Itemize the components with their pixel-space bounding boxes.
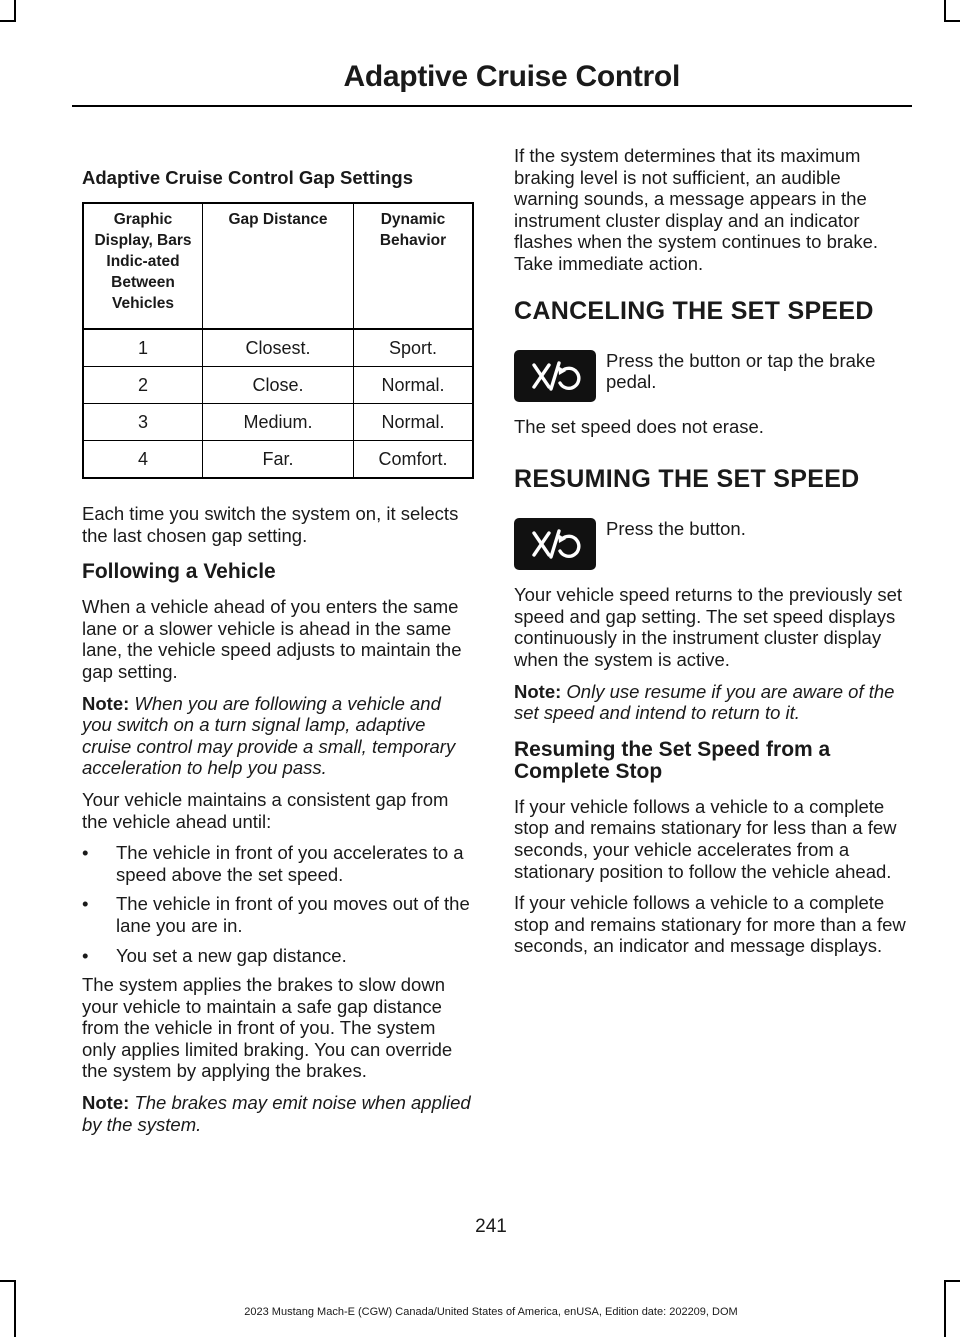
crop-mark [944,1280,960,1282]
table-cell: Medium. [203,404,354,441]
paragraph-stop-more: If your vehicle follows a vehicle to a complete stop and remains stationary for more than a few seconds, an indicator and message displays. [514,892,906,957]
table-cell: Comfort. [354,441,474,479]
crop-mark [14,0,16,22]
left-column [82,145,474,1145]
paragraph-following: When a vehicle ahead of you enters the same lane or a slower vehicle is ahead in the same lane, the vehicle speed adjusts to maintain the gap setting. [82,596,462,682]
cancel-instruction [514,350,908,402]
bullet-symbol: • [82,893,89,915]
list-item-text: The vehicle in front of you moves out of the lane you are in. [116,893,470,936]
crop-mark [0,20,16,22]
resume-instruction [514,518,908,570]
list-item [82,893,474,936]
paragraph-last-gap: Each time you switch the system on, it selects the last chosen gap setting. [82,503,459,546]
table-cell: 4 [83,441,203,479]
right-column [514,145,908,967]
heading-canceling-set-speed: CANCELING THE SET SPEED [514,296,874,325]
note-turn-signal [82,693,474,779]
table-row [83,329,473,367]
table-cell: Sport. [354,329,474,367]
paragraph-maintains-gap: Your vehicle maintains a consistent gap from the vehicle ahead until: [82,788,449,832]
list-item-text: You set a new gap distance. [116,944,347,966]
heading-resuming-set-speed: RESUMING THE SET SPEED [514,465,860,494]
table-row [83,404,473,441]
heading-following-a-vehicle: Following a Vehicle [82,560,276,584]
note-label: Note: [82,692,130,714]
paragraph-stop-less: If your vehicle follows a vehicle to a complete stop and remains stationary for less than a few seconds, your vehicle accelerates from a stationary position to follow the vehicle ahead. [514,795,897,882]
footer-edition: 2023 Mustang Mach-E (CGW) Canada/United States of America, enUSA, Edition date: 202209, DOM [244,1306,738,1318]
paragraph-system-brakes: The system applies the brakes to slow down your vehicle to maintain a safe gap distance from the vehicle in front of you. The system only applies limited braking. You can override the system by applying the brakes. [82,974,453,1082]
page-number: 241 [475,1216,507,1237]
paragraph-speed-returns: Your vehicle speed returns to the previously set speed and gap setting. The set speed displays continuously in the instrument cluster display when the system is active. [514,584,903,670]
page-title: Adaptive Cruise Control [343,60,680,93]
resume-instruction-text: Press the button. [606,518,746,540]
note-resume [514,681,908,724]
bullet-symbol: • [82,944,89,966]
crop-mark [0,1280,16,1282]
note-label: Note: [514,680,562,702]
note-text: When you are following a vehicle and you switch on a turn signal lamp, adaptive cruise control may provide a small, temporary acceleration to help you pass. [82,692,456,779]
table-header-graphic-display: Graphic Display, Bars Indic-ated Between Vehicles [83,203,203,329]
cancel-resume-icon [514,518,596,570]
table-cell: Close. [203,367,354,404]
table-cell: Normal. [354,404,474,441]
note-text: Only use resume if you are aware of the set speed and intend to return to it. [514,680,895,724]
gap-settings-table [82,202,474,479]
crop-mark [944,20,960,22]
bullet-symbol: • [82,842,89,864]
cancel-resume-icon [514,350,596,402]
bullet-list [82,842,474,966]
list-item-text: The vehicle in front of you accelerates to a speed above the set speed. [116,842,464,885]
table-cell: Normal. [354,367,474,404]
list-item [82,842,474,885]
cancel-resume-icon-graphic [529,527,581,561]
note-label: Note: [82,1092,130,1114]
table-caption: Adaptive Cruise Control Gap Settings [82,167,413,188]
crop-mark [944,0,946,22]
table-cell: 2 [83,367,203,404]
table-header-gap-distance: Gap Distance [203,203,354,329]
note-brake-noise [82,1092,474,1135]
list-item [82,945,474,967]
table-cell: Closest. [203,329,354,367]
table-cell: 3 [83,404,203,441]
note-text: The brakes may emit noise when applied by the system. [82,1092,471,1135]
table-header-row [83,203,473,329]
table-cell: Far. [203,441,354,479]
table-header-dynamic-behavior: Dynamic Behavior [354,203,474,329]
cancel-resume-icon-graphic [529,359,581,393]
paragraph-max-braking: If the system determines that its maximum braking level is not sufficient, an audible warning sounds, a message appears in the instrument cluster display and an indicator flashes when the system continues to brake. Take immediate action. [514,145,879,274]
table-row [83,367,473,404]
table-cell: 1 [83,329,203,367]
header-rule [72,105,912,107]
paragraph-not-erase: The set speed does not erase. [514,415,764,437]
table-row [83,441,473,479]
heading-complete-stop: Resuming the Set Speed from a Complete Stop [514,737,831,783]
cancel-instruction-text: Press the button or tap the brake pedal. [606,349,876,393]
